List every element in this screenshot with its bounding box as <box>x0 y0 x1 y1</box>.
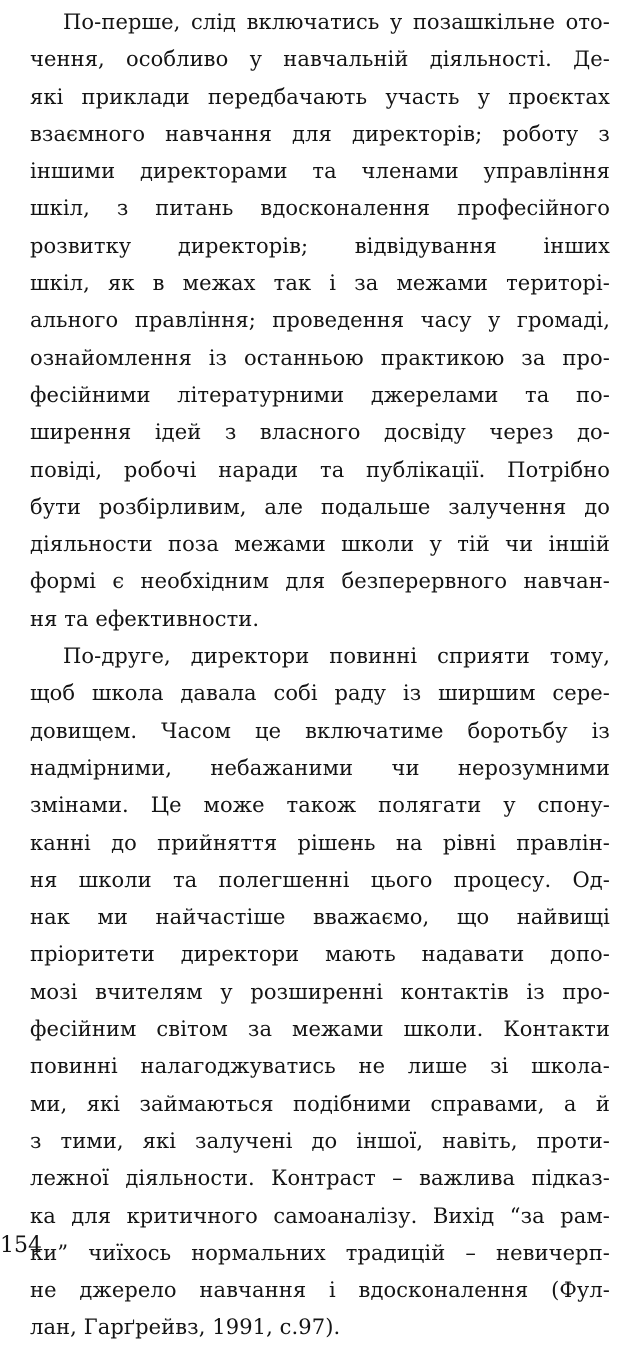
text-line: лежної діяльности. Контраст – важлива підказ- <box>30 1166 610 1191</box>
text-line: ми, які займаються подібними справами, а й <box>30 1091 610 1116</box>
text-line: бути розбірливим, але подальше залучення до <box>30 494 610 519</box>
text-line: шкіл, як в межах так і за межами територі- <box>30 271 610 296</box>
text-line: ширення ідей з власного досвіду через до- <box>30 420 610 445</box>
text-line: формі є необхідним для безперервного навчан- <box>30 569 610 594</box>
text-line: повіді, робочі наради та публікації. Потрібно <box>30 457 610 482</box>
text-line: змінами. Це може також полягати у спону- <box>30 793 610 818</box>
text-line: надмірними, небажаними чи нерозумними <box>30 755 610 780</box>
text-line: які приклади передбачають участь у проєктах <box>30 84 610 109</box>
text-line: нак ми найчастіше вважаємо, що найвищі <box>30 905 610 930</box>
text-line: По-перше, слід включатись у позашкільне ото- <box>63 10 610 34</box>
text-line: з тими, які залучені до іншої, навіть, проти- <box>30 1128 610 1153</box>
paragraphs <box>30 4 610 1347</box>
text-line: ального правління; проведення часу у громаді, <box>30 308 610 333</box>
text-line: діяльности поза межами школи у тій чи іншій <box>30 532 610 557</box>
text-line: пріоритети директори мають надавати допо- <box>30 942 610 967</box>
text-line: ознайомлення із останньою практикою за про- <box>30 345 610 370</box>
text-line: щоб школа давала собі раду із ширшим сере- <box>30 681 610 706</box>
text-line: повинні налагоджуватись не лише зі школа- <box>30 1054 610 1079</box>
text-line: довищем. Часом це включатиме боротьбу із <box>30 718 610 743</box>
text-line: мозі вчителям у розширенні контактів із про- <box>30 979 610 1004</box>
page-number: 154 <box>0 1233 42 1258</box>
text-line: ня школи та полегшенні цього процесу. Од- <box>30 867 610 892</box>
text-line: взаємного навчання для директорів; роботу з <box>30 121 610 146</box>
text-line: шкіл, з питань вдосконалення професійного <box>30 196 610 221</box>
text-line: не джерело навчання і вдосконалення (Фул- <box>30 1278 610 1303</box>
text-line: фесійним світом за межами школи. Контакти <box>30 1017 610 1042</box>
paragraph <box>30 4 610 638</box>
text-line: лан, Гарґрейвз, 1991, с.97). <box>30 1315 341 1340</box>
text-line: розвитку директорів; відвідування інших <box>30 233 610 258</box>
text-line: іншими директорами та членами управління <box>30 159 610 184</box>
text-line: ки” чиїхось нормальних традицій – невичерп- <box>30 1240 610 1265</box>
text-line: чення, особливо у навчальній діяльності. Де- <box>30 47 610 72</box>
paragraph <box>30 638 610 1347</box>
text-line: ка для критичного самоаналізу. Вихід “за рам- <box>30 1203 610 1228</box>
text-line: По-друге, директори повинні сприяти тому, <box>63 644 610 669</box>
text-line: фесійними літературними джерелами та по- <box>30 382 610 407</box>
body-text <box>30 4 610 1347</box>
text-line: ня та ефективности. <box>30 606 260 631</box>
text-line: канні до прийняття рішень на рівні правлін- <box>30 830 610 855</box>
